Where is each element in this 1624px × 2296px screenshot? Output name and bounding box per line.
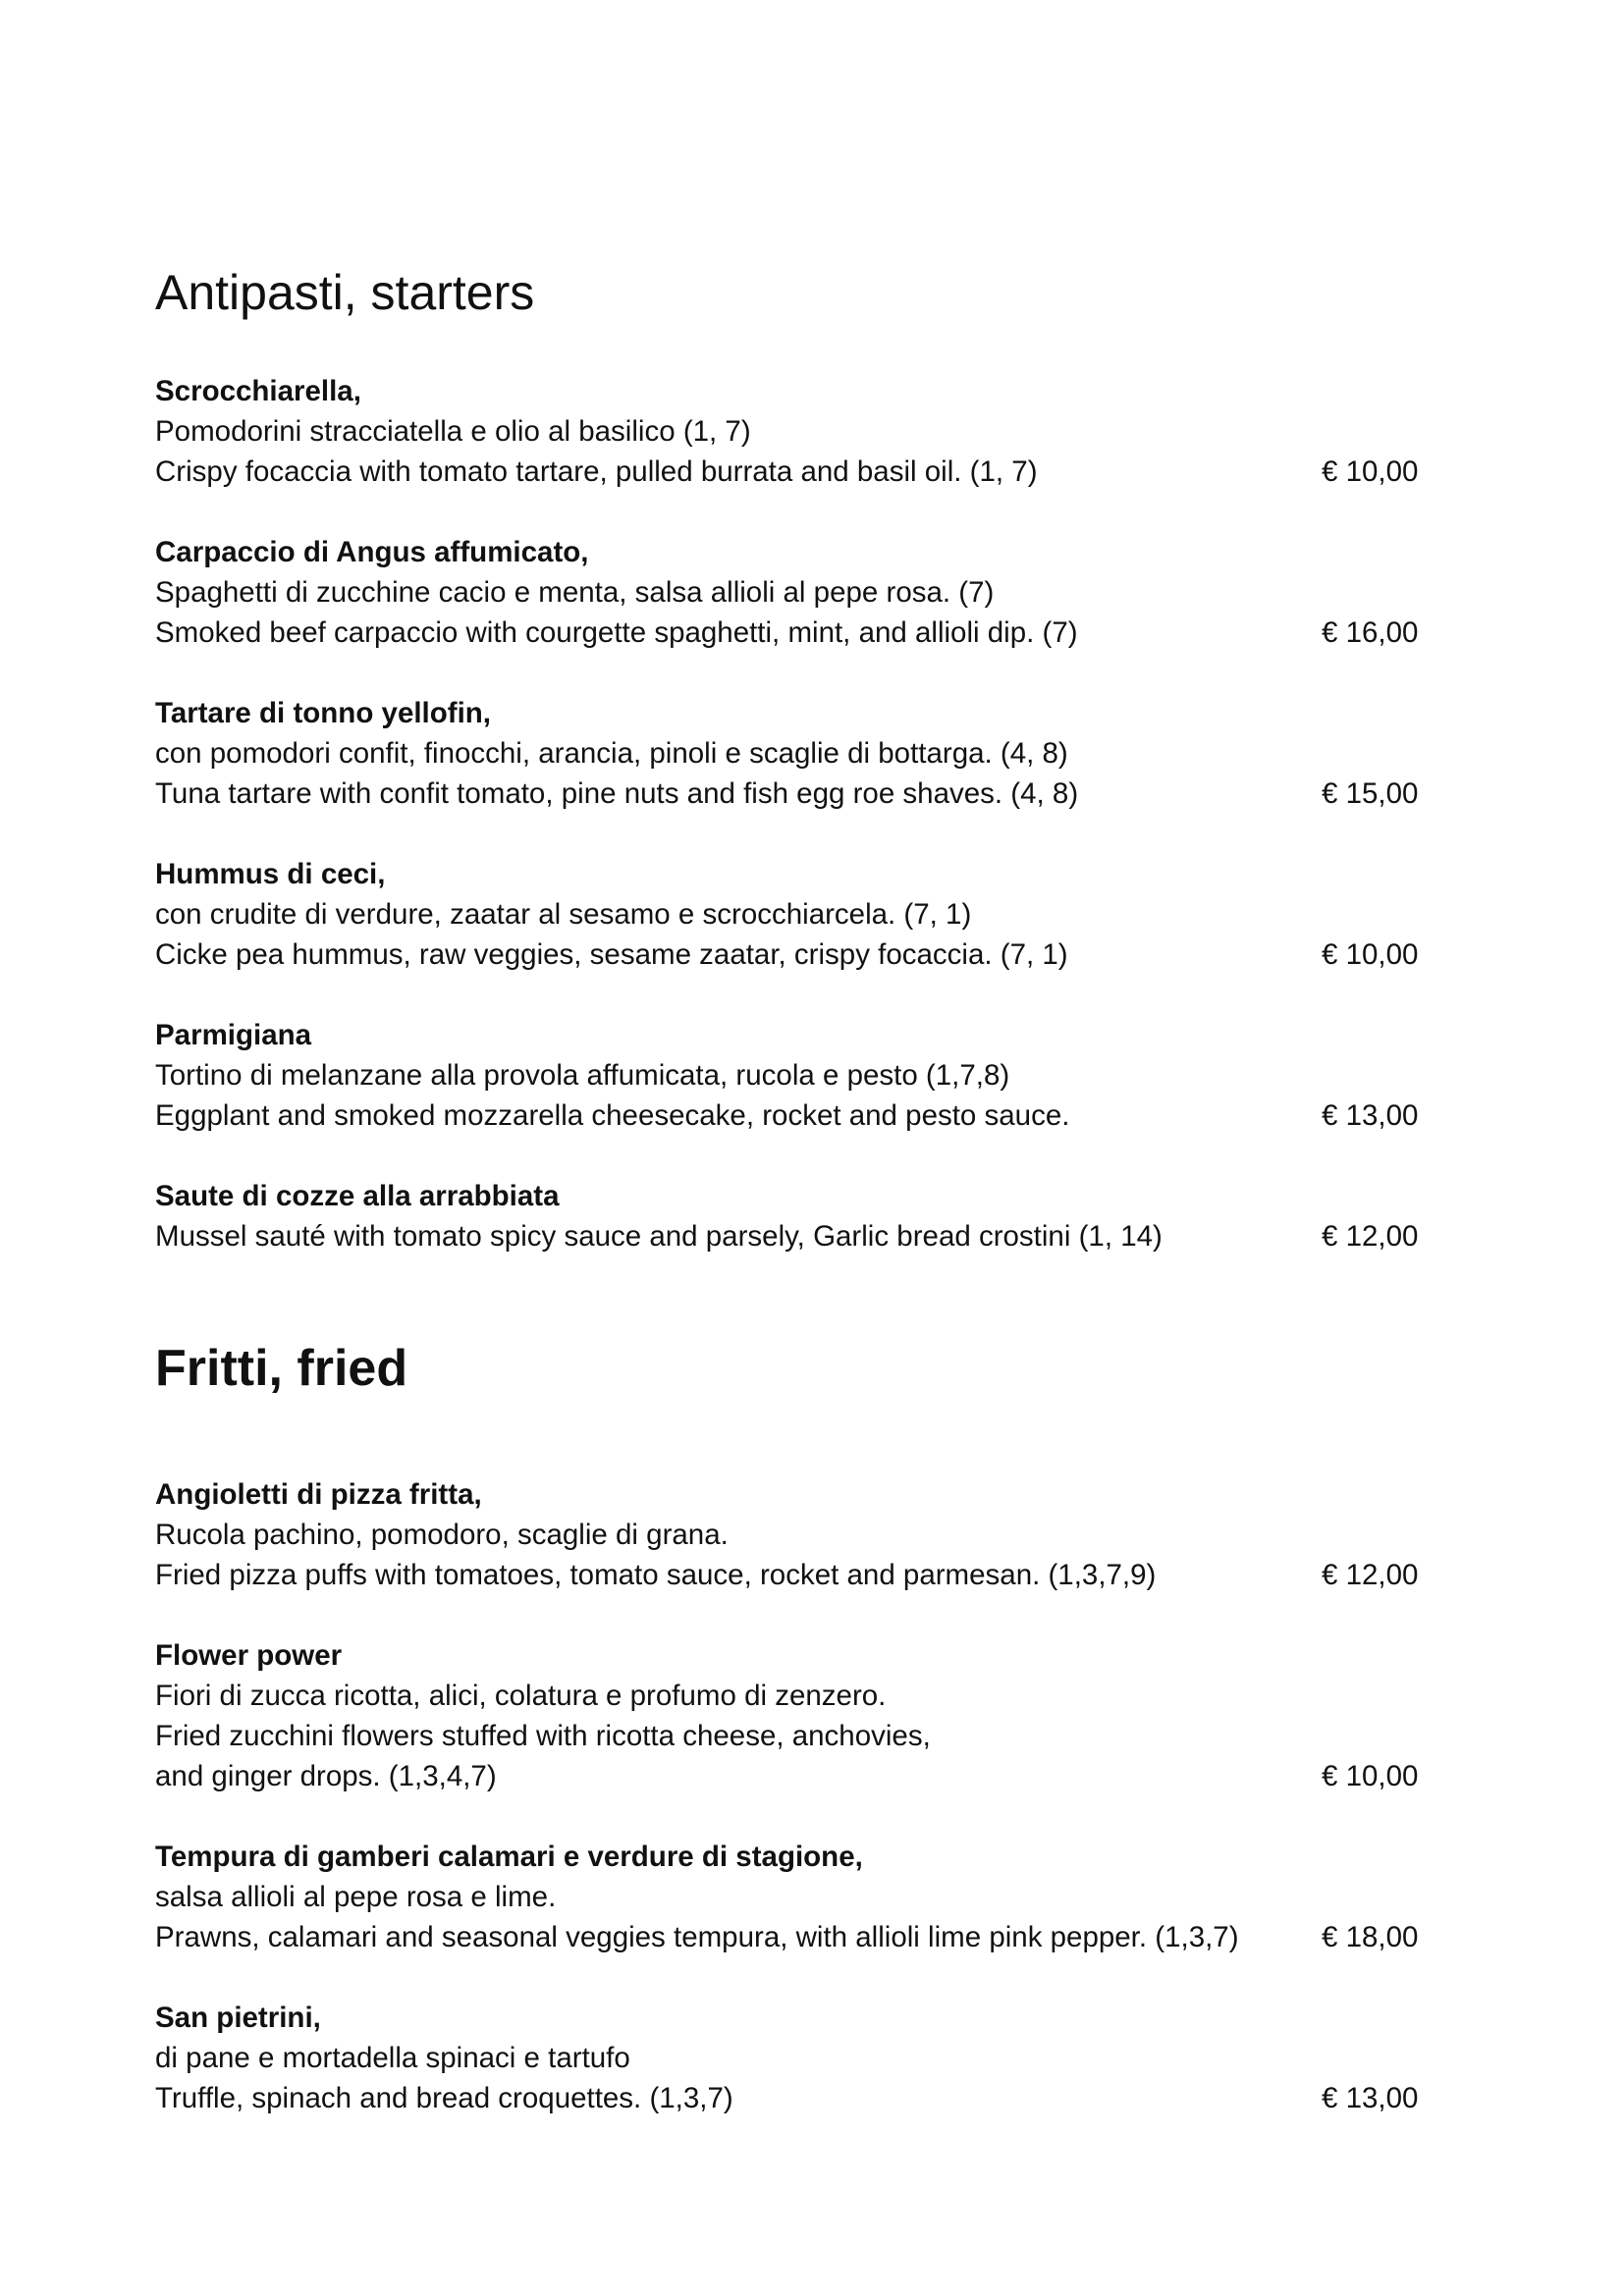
dish-description-it: con pomodori confit, finocchi, arancia, pinoli e scaglie di bottarga. (4, 8) [155, 737, 1068, 770]
dish-name: Saute di cozze alla arrabbiata [155, 1180, 560, 1212]
dish-description-it: Spaghetti di zucchine cacio e menta, salsa allioli al pepe rosa. (7) [155, 576, 995, 609]
dish-description-en: Tuna tartare with confit tomato, pine nuts and fish egg roe shaves. (4, 8) [155, 777, 1079, 810]
dish-name: Parmigiana [155, 1019, 312, 1051]
dish-description-en: Cicke pea hummus, raw veggies, sesame zaatar, crispy focaccia. (7, 1) [155, 938, 1068, 971]
dish-description-en: Prawns, calamari and seasonal veggies tempura, with allioli lime pink pepper. (1,3,7) [155, 1921, 1239, 1953]
section-title-fritti: Fritti, fried [155, 1340, 408, 1397]
dish-name: San pietrini, [155, 2002, 321, 2034]
dish-description-it: di pane e mortadella spinaci e tartufo [155, 2042, 630, 2074]
dish-name: Flower power [155, 1639, 343, 1672]
dish-description-it: Tortino di melanzane alla provola affumicata, rucola e pesto (1,7,8) [155, 1059, 1010, 1092]
dish-name: Carpaccio di Angus affumicato, [155, 536, 589, 568]
dish-name: Hummus di ceci, [155, 858, 386, 890]
dish-description-it: Rucola pachino, pomodoro, scaglie di grana. [155, 1519, 729, 1551]
dish-description-en: Eggplant and smoked mozzarella cheesecake, rocket and pesto sauce. [155, 1099, 1070, 1132]
dish-price: € 10,00 [1322, 1760, 1419, 1792]
dish-description-en: Crispy focaccia with tomato tartare, pulled burrata and basil oil. (1, 7) [155, 455, 1038, 488]
section-title-antipasti: Antipasti, starters [155, 265, 535, 320]
dish-description-en: and ginger drops. (1,3,4,7) [155, 1760, 497, 1792]
dish-price: € 12,00 [1322, 1220, 1419, 1253]
dish-name: Angioletti di pizza fritta, [155, 1478, 482, 1511]
dish-name: Tartare di tonno yellofin, [155, 697, 492, 729]
dish-price: € 10,00 [1322, 938, 1419, 971]
dish-description-it: salsa allioli al pepe rosa e lime. [155, 1881, 557, 1913]
dish-description-it: Fiori di zucca ricotta, alici, colatura e profumo di zenzero. [155, 1680, 887, 1712]
dish-description-en: Fried pizza puffs with tomatoes, tomato sauce, rocket and parmesan. (1,3,7,9) [155, 1559, 1157, 1591]
dish-description-it: con crudite di verdure, zaatar al sesamo e scrocchiarcela. (7, 1) [155, 898, 972, 931]
dish-description-en: Truffle, spinach and bread croquettes. (1,3,7) [155, 2082, 733, 2114]
dish-price: € 12,00 [1322, 1559, 1419, 1591]
dish-price: € 15,00 [1322, 777, 1419, 810]
dish-description-it: Pomodorini stracciatella e olio al basilico (1, 7) [155, 415, 751, 448]
dish-price: € 13,00 [1322, 2082, 1419, 2114]
dish-description-en: Smoked beef carpaccio with courgette spaghetti, mint, and allioli dip. (7) [155, 616, 1078, 649]
dish-name: Tempura di gamberi calamari e verdure di stagione, [155, 1841, 863, 1873]
dish-description-en: Mussel sauté with tomato spicy sauce and parsely, Garlic bread crostini (1, 14) [155, 1220, 1163, 1253]
dish-price: € 13,00 [1322, 1099, 1419, 1132]
dish-price: € 18,00 [1322, 1921, 1419, 1953]
dish-name: Scrocchiarella, [155, 375, 361, 407]
dish-price: € 16,00 [1322, 616, 1419, 649]
dish-description-en: Fried zucchini flowers stuffed with ricotta cheese, anchovies, [155, 1720, 931, 1752]
dish-price: € 10,00 [1322, 455, 1419, 488]
